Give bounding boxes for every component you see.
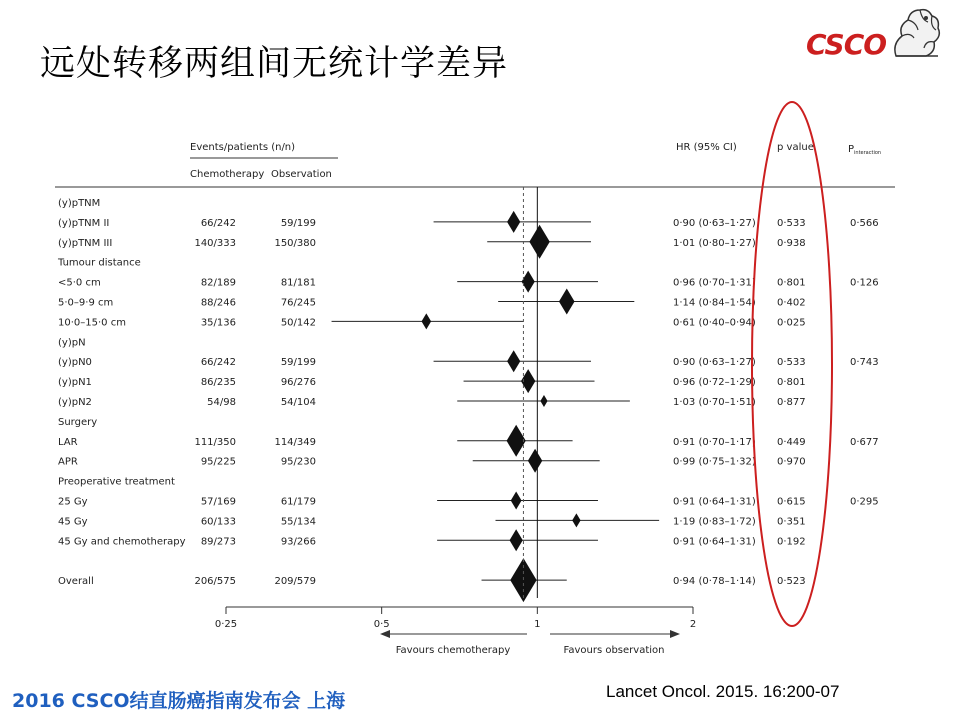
chemo-events: 35/136 [200, 317, 236, 329]
chemo-events: 140/333 [194, 237, 236, 249]
chemo-events: 54/98 [207, 397, 236, 408]
group-label: (y)pTNM [58, 198, 101, 209]
hr-diamond [528, 449, 542, 473]
row-label: (y)pN1 [58, 377, 92, 389]
p-value-text: 0·449 [777, 436, 806, 448]
chemo-events: 66/242 [200, 357, 236, 369]
x-tick-label: 0·25 [214, 619, 238, 630]
hr-ci-text: 0·96 (0·72–1·29) [673, 377, 756, 389]
hr-ci-text: 1·14 (0·84–1·54) [673, 297, 756, 309]
observation-events: 61/179 [280, 496, 316, 508]
row-label: 25 Gy [58, 496, 88, 508]
hr-ci-text: 0·90 (0·63–1·27) [673, 217, 756, 229]
hr-diamond [422, 313, 432, 329]
chemo-events: 95/225 [200, 456, 236, 468]
hr-ci-text: 0·91 (0·70–1·17) [673, 436, 756, 448]
hr-ci-text: 0·61 (0·40–0·94) [673, 317, 756, 329]
p-value-text: 0·938 [777, 237, 806, 249]
row-label: LAR [58, 436, 78, 448]
p-value-text: 0·801 [777, 277, 806, 289]
group-label: Preoperative treatment [58, 476, 175, 488]
row-label: (y)pN2 [58, 397, 92, 408]
hr-ci-text: 0·90 (0·63–1·27) [673, 357, 756, 369]
footer-citation: Lancet Oncol. 2015. 16:200-07 [606, 682, 840, 701]
observation-events: 95/230 [280, 456, 316, 468]
p-value-text: 0·533 [777, 357, 806, 369]
favours-obs-arrowhead [670, 630, 680, 638]
p-value-text: 0·533 [777, 217, 806, 229]
favours-chemotherapy-label: Favours chemotherapy [395, 645, 511, 656]
forest-marks [332, 187, 660, 602]
p-value-text: 0·523 [777, 576, 806, 588]
row-label: (y)pTNM III [58, 237, 113, 249]
header-p-interaction [848, 144, 881, 156]
hr-ci-text: 0·96 (0·70–1·31) [673, 277, 756, 289]
p-value-text: 0·970 [777, 456, 806, 468]
footer-conference: 2016 CSCO结直肠癌指南发布会 上海 [12, 690, 346, 712]
chemo-events: 60/133 [200, 516, 236, 528]
row-label: <5·0 cm [58, 277, 101, 289]
x-tick-label: 0·5 [373, 619, 390, 630]
hr-ci-text: 1·03 (0·70–1·51) [673, 397, 756, 408]
row-label: 5·0–9·9 cm [58, 297, 114, 309]
p-value-text: 0·402 [777, 297, 806, 309]
header-p-interaction-main: P [848, 144, 855, 155]
chemo-events: 57/169 [200, 496, 236, 508]
x-tick-label: 1 [534, 619, 541, 630]
observation-events: 209/579 [274, 576, 316, 588]
chemo-events: 86/235 [200, 377, 236, 389]
forest-axis [215, 607, 696, 656]
observation-events: 76/245 [280, 297, 316, 309]
p-value-text: 0·877 [777, 397, 806, 408]
observation-events: 96/276 [280, 377, 316, 389]
p-interaction-text: 0·126 [850, 277, 879, 289]
group-label: Surgery [58, 416, 98, 428]
observation-events: 150/380 [274, 237, 316, 249]
row-label: 45 Gy and chemotherapy [58, 536, 186, 548]
observation-events: 54/104 [280, 397, 316, 408]
hr-diamond [540, 395, 547, 407]
observation-events: 59/199 [280, 217, 316, 229]
chemo-events: 89/273 [200, 536, 236, 548]
chemo-events: 82/189 [200, 277, 236, 289]
observation-events: 55/134 [280, 516, 316, 528]
header-events: Events/patients (n/n) [190, 142, 296, 153]
logo-text: CSCO [806, 28, 887, 61]
hr-ci-text: 0·94 (0·78–1·14) [673, 576, 756, 588]
hr-diamond [510, 529, 523, 551]
p-interaction-text: 0·677 [850, 436, 879, 448]
chemo-events: 66/242 [200, 217, 236, 229]
favours-chemo-arrowhead [380, 630, 390, 638]
observation-events: 81/181 [280, 277, 316, 289]
slide-title: 远处转移两组间无统计学差异 [40, 44, 509, 84]
p-interaction-text: 0·295 [850, 496, 879, 508]
row-label: 10·0–15·0 cm [58, 317, 126, 329]
hr-ci-text: 1·01 (0·80–1·27) [673, 237, 756, 249]
hr-ci-text: 0·91 (0·64–1·31) [673, 536, 756, 548]
row-label: (y)pTNM II [58, 217, 110, 229]
favours-observation-label: Favours observation [563, 645, 665, 656]
p-interaction-text: 0·566 [850, 217, 879, 229]
hr-ci-text: 0·91 (0·64–1·31) [673, 496, 756, 508]
hr-diamond [507, 211, 520, 233]
row-label: 45 Gy [58, 516, 88, 528]
observation-events: 114/349 [274, 436, 316, 448]
row-label: APR [58, 456, 78, 468]
chemo-events: 88/246 [200, 297, 236, 309]
hr-ci-text: 1·19 (0·83–1·72) [673, 516, 756, 528]
header-chemotherapy: Chemotherapy [190, 169, 265, 180]
p-value-text: 0·801 [777, 377, 806, 389]
x-tick-label: 2 [689, 619, 697, 630]
hr-diamond [572, 513, 580, 527]
group-label: Tumour distance [58, 257, 141, 269]
p-value-text: 0·351 [777, 516, 806, 528]
observation-events: 93/266 [280, 536, 316, 548]
p-value-text: 0·615 [777, 496, 806, 508]
chemo-events: 206/575 [194, 576, 236, 588]
hr-diamond [511, 492, 522, 510]
overall-label: Overall [58, 576, 94, 588]
hr-ci-text: 0·99 (0·75–1·32) [673, 456, 756, 468]
row-label: (y)pN0 [58, 357, 92, 369]
hr-diamond [507, 350, 520, 372]
header-p-interaction-sub: interaction [854, 150, 882, 156]
p-value-text: 0·025 [777, 317, 806, 329]
observation-events: 59/199 [280, 357, 316, 369]
header-p-value: p value [777, 142, 814, 153]
header-observation: Observation [271, 169, 332, 180]
group-label: (y)pN [58, 337, 86, 349]
hr-diamond [559, 289, 575, 315]
p-value-text: 0·192 [777, 536, 806, 548]
p-interaction-text: 0·743 [850, 357, 879, 369]
hr-diamond [507, 425, 526, 457]
chemo-events: 111/350 [194, 436, 236, 448]
hr-diamond [529, 225, 549, 259]
header-hr: HR (95% CI) [676, 142, 737, 153]
observation-events: 50/142 [280, 317, 316, 329]
